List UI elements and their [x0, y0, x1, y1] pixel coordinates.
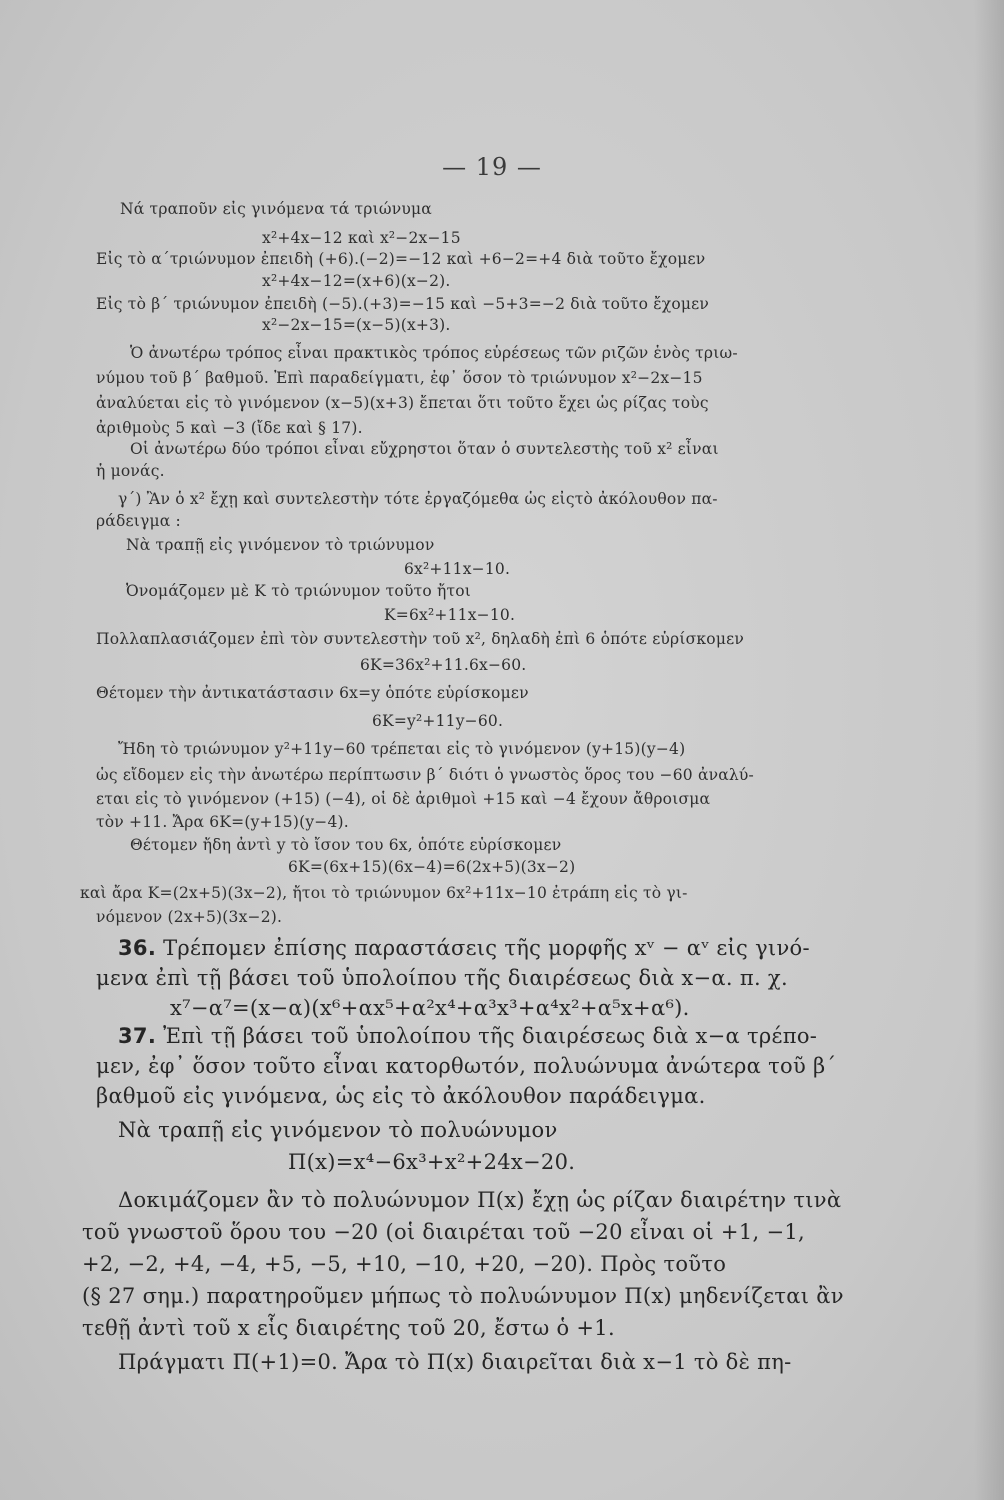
- formula-line: Π(x)=x⁴−6x³+x²+24x−20.: [288, 1150, 576, 1174]
- text-line: τὸν +11. Ἄρα 6Κ=(y+15)(y−4).: [96, 813, 349, 831]
- text-line: Νὰ τραπῇ εἰς γινόμενον τὸ πολυώνυμον: [118, 1118, 558, 1142]
- section-37-text: Ἐπὶ τῇ βάσει τοῦ ὑπολοίπου τῆς διαιρέσεως διὰ x−α τρέπο-: [163, 1024, 818, 1048]
- text-line: μενα ἐπὶ τῇ βάσει τοῦ ὑπολοίπου τῆς διαιρέσεως διὰ x−α. π. χ.: [96, 966, 788, 990]
- text-line: Εἰς τὸ α΄τριώνυμον ἐπειδὴ (+6).(−2)=−12 καὶ +6−2=+4 διὰ τοῦτο ἔχομεν: [96, 250, 706, 268]
- text-line: ὡς εἴδομεν εἰς τὴν ἀνωτέρω περίπτωσιν β΄ διότι ὁ γνωστὸς ὅρος του −60 ἀναλύ-: [96, 766, 754, 784]
- page-gutter-shadow: [974, 0, 1004, 1500]
- text-line: νόμενον (2x+5)(3x−2).: [96, 908, 283, 926]
- text-line: (§ 27 σημ.) παρατηροῦμεν μήπως τὸ πολυώνυμον Π(x) μηδενίζεται ἂν: [82, 1284, 844, 1308]
- section-37-line: [118, 1024, 817, 1048]
- text-line: ἀναλύεται εἰς τὸ γινόμενον (x−5)(x+3) ἔπεται ὅτι τοῦτο ἔχει ὡς ρίζας τοὺς: [96, 394, 709, 412]
- text-line: τοῦ γνωστοῦ ὅρου του −20 (οἱ διαιρέται τοῦ −20 εἶναι οἱ +1, −1,: [82, 1220, 805, 1244]
- text-line: Νὰ τραπῇ εἰς γινόμενον τὸ τριώνυμον: [126, 536, 435, 554]
- formula-line: x²+4x−12=(x+6)(x−2).: [262, 272, 451, 290]
- text-line: Πολλαπλασιάζομεν ἐπὶ τὸν συντελεστὴν τοῦ x², δηλαδὴ ἐπὶ 6 ὁπότε εὑρίσκομεν: [96, 630, 744, 648]
- section-number: 36.: [118, 936, 157, 960]
- text-line: εται εἰς τὸ γινόμενον (+15) (−4), οἱ δὲ ἀριθμοὶ +15 καὶ −4 ἔχουν ἄθροισμα: [96, 790, 711, 808]
- text-line: νύμου τοῦ β΄ βαθμοῦ. Ἐπὶ παραδείγματι, ἐφ᾽ ὅσον τὸ τριώνυμον x²−2x−15: [96, 369, 703, 387]
- formula-line: 6x²+11x−10.: [404, 560, 511, 578]
- text-line: Ὀνομάζομεν μὲ Κ τὸ τριώνυμον τοῦτο ἤτοι: [126, 582, 472, 600]
- text-line: τεθῇ ἀντὶ τοῦ x εἷς διαιρέτης τοῦ 20, ἔστω ὁ +1.: [82, 1316, 615, 1340]
- formula-line: Κ=6x²+11x−10.: [384, 606, 516, 624]
- text-line: γ΄) Ἂν ὁ x² ἔχῃ καὶ συντελεστὴν τότε ἐργαζόμεθα ὡς εἰςτὸ ἀκόλουθον πα-: [118, 490, 718, 508]
- text-line: Πράγματι Π(+1)=0. Ἄρα τὸ Π(x) διαιρεῖται διὰ x−1 τὸ δὲ πη-: [118, 1350, 792, 1374]
- text-line: ράδειγμα :: [96, 512, 181, 530]
- formula-line: 6Κ=36x²+11.6x−60.: [360, 656, 527, 674]
- text-line: Εἰς τὸ β΄ τριώνυμον ἐπειδὴ (−5).(+3)=−15 καὶ −5+3=−2 διὰ τοῦτο ἔχομεν: [96, 295, 710, 313]
- text-line: Θέτομεν τὴν ἀντικατάστασιν 6x=y ὁπότε εὑρίσκομεν: [96, 684, 529, 702]
- page-number: — 19 —: [442, 153, 542, 181]
- formula-line: x⁷−α⁷=(x−α)(x⁶+αx⁵+α²x⁴+α³x³+α⁴x²+α⁵x+α⁶).: [170, 996, 690, 1020]
- formula-line: 6Κ=(6x+15)(6x−4)=6(2x+5)(3x−2): [288, 858, 576, 876]
- text-line: Οἱ ἀνωτέρω δύο τρόποι εἶναι εὔχρηστοι ὅταν ὁ συντελεστὴς τοῦ x² εἶναι: [130, 440, 719, 458]
- formula-line: x²+4x−12 καὶ x²−2x−15: [262, 229, 461, 247]
- formula-line: x²−2x−15=(x−5)(x+3).: [262, 316, 451, 334]
- text-line: Δοκιμάζομεν ἂν τὸ πολυώνυμον Π(x) ἔχῃ ὡς ρίζαν διαιρέτην τινὰ: [118, 1188, 842, 1212]
- text-line: μεν, ἐφ᾽ ὅσον τοῦτο εἶναι κατορθωτόν, πολυώνυμα ἀνώτερα τοῦ β΄: [96, 1054, 837, 1078]
- text-line: +2, −2, +4, −4, +5, −5, +10, −10, +20, −20). Πρὸς τοῦτο: [82, 1252, 727, 1276]
- text-line: βαθμοῦ εἰς γινόμενα, ὡς εἰς τὸ ἀκόλουθον παράδειγμα.: [96, 1084, 706, 1108]
- text-line: καὶ ἄρα Κ=(2x+5)(3x−2), ἤτοι τὸ τριώνυμον 6x²+11x−10 ἐτράπη εἰς τὸ γι-: [80, 884, 688, 902]
- text-line: Ἤδη τὸ τριώνυμον y²+11y−60 τρέπεται εἰς τὸ γινόμενον (y+15)(y−4): [118, 740, 686, 758]
- section-36-line: [118, 936, 810, 960]
- text-line: ἀριθμοὺς 5 καὶ −3 (ἴδε καὶ § 17).: [96, 419, 363, 437]
- section-36-text: Τρέπομεν ἐπίσης παραστάσεις τῆς μορφῆς xᵛ − αᵛ εἰς γινό-: [163, 936, 810, 960]
- text-line: ἡ μονάς.: [96, 462, 165, 480]
- formula-line: 6Κ=y²+11y−60.: [372, 712, 504, 730]
- text-line: Νά τραποῦν εἰς γινόμενα τά τριώνυμα: [120, 200, 432, 218]
- text-line: Θέτομεν ἤδη ἀντὶ y τὸ ἴσον του 6x, ὁπότε εὑρίσκομεν: [130, 836, 562, 854]
- section-number: 37.: [118, 1024, 157, 1048]
- text-line: Ὁ ἀνωτέρω τρόπος εἶναι πρακτικὸς τρόπος εὑρέσεως τῶν ριζῶν ἑνὸς τριω-: [130, 344, 738, 362]
